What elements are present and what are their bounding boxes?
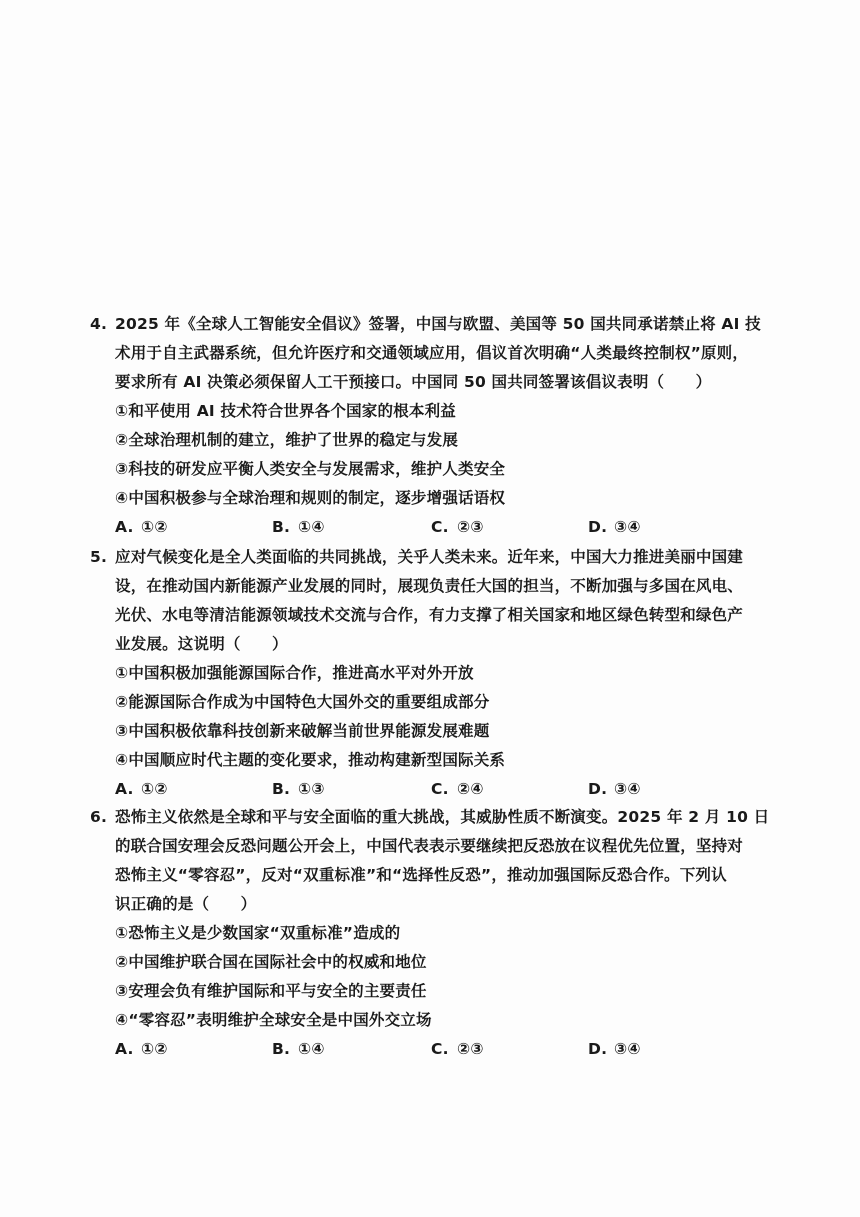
question-4 xyxy=(90,310,770,542)
choice-b[interactable]: B. ①④ xyxy=(272,1040,325,1058)
choice-b[interactable]: B. ①③ xyxy=(272,780,325,798)
statement-1: ①恐怖主义是少数国家“双重标准”造成的 xyxy=(115,924,401,942)
answer-choices xyxy=(90,513,770,542)
answer-choices xyxy=(90,775,770,804)
question-number: 5. xyxy=(90,548,108,566)
statement-1: ①和平使用 AI 技术符合世界各个国家的根本利益 xyxy=(115,402,456,420)
question-stem-line: 识正确的是（ ） xyxy=(115,895,257,913)
statement-3: ③安理会负有维护国际和平与安全的主要责任 xyxy=(115,982,427,1000)
choice-b[interactable]: B. ①④ xyxy=(272,518,325,536)
question-5 xyxy=(90,543,770,804)
statement-1: ①中国积极加强能源国际合作，推进高水平对外开放 xyxy=(115,664,474,682)
question-6 xyxy=(90,803,770,1064)
question-stem-line: 设，在推动国内新能源产业发展的同时，展现负责任大国的担当，不断加强与多国在风电、 xyxy=(115,577,744,595)
statement-3: ③中国积极依靠科技创新来破解当前世界能源发展难题 xyxy=(115,722,490,740)
question-stem-line: 术用于自主武器系统，但允许医疗和交通领域应用，倡议首次明确“人类最终控制权”原则， xyxy=(115,344,749,362)
choice-a[interactable]: A. ①② xyxy=(115,518,168,536)
question-stem-line: 光伏、水电等清洁能源领域技术交流与合作，有力支撑了相关国家和地区绿色转型和绿色产 xyxy=(115,606,744,624)
statement-4: ④“零容忍”表明维护全球安全是中国外交立场 xyxy=(115,1011,432,1029)
choice-a[interactable]: A. ①② xyxy=(115,780,168,798)
choice-c[interactable]: C. ②③ xyxy=(431,1040,484,1058)
statement-2: ②中国维护联合国在国际社会中的权威和地位 xyxy=(115,953,427,971)
statement-4: ④中国顺应时代主题的变化要求，推动构建新型国际关系 xyxy=(115,751,506,769)
statement-2: ②全球治理机制的建立，维护了世界的稳定与发展 xyxy=(115,431,459,449)
question-stem-line: 6. 恐怖主义依然是全球和平与安全面临的重大挑战，其威胁性质不断演变。2025 年 2 月 10 日 xyxy=(90,803,770,832)
question-number: 4. xyxy=(90,315,108,333)
choice-d[interactable]: D. ③④ xyxy=(588,518,641,536)
choice-d[interactable]: D. ③④ xyxy=(588,780,641,798)
question-number: 6. xyxy=(90,808,108,826)
question-stem-line: 5. 应对气候变化是全人类面临的共同挑战，关乎人类未来。近年来，中国大力推进美丽中国建 xyxy=(90,543,770,572)
statement-2: ②能源国际合作成为中国特色大国外交的重要组成部分 xyxy=(115,693,490,711)
choice-d[interactable]: D. ③④ xyxy=(588,1040,641,1058)
choice-a[interactable]: A. ①② xyxy=(115,1040,168,1058)
question-stem-line: 的联合国安理会反恐问题公开会上，中国代表表示要继续把反恐放在议程优先位置，坚持对 xyxy=(115,837,744,855)
question-stem-line: 4. 2025 年《全球人工智能安全倡议》签署，中国与欧盟、美国等 50 国共同承诺禁止将 AI 技 xyxy=(90,310,770,339)
choice-c[interactable]: C. ②④ xyxy=(431,780,484,798)
statement-3: ③科技的研发应平衡人类安全与发展需求，维护人类安全 xyxy=(115,460,506,478)
question-stem-line: 要求所有 AI 决策必须保留人工干预接口。中国同 50 国共同签署该倡议表明（ ） xyxy=(115,373,712,391)
choice-c[interactable]: C. ②③ xyxy=(431,518,484,536)
answer-choices xyxy=(90,1035,770,1064)
question-stem-line: 业发展。这说明（ ） xyxy=(115,635,288,653)
statement-4: ④中国积极参与全球治理和规则的制定，逐步增强话语权 xyxy=(115,489,506,507)
question-stem-line: 恐怖主义“零容忍”，反对“双重标准”和“选择性反恐”，推动加强国际反恐合作。下列认 xyxy=(115,866,727,884)
